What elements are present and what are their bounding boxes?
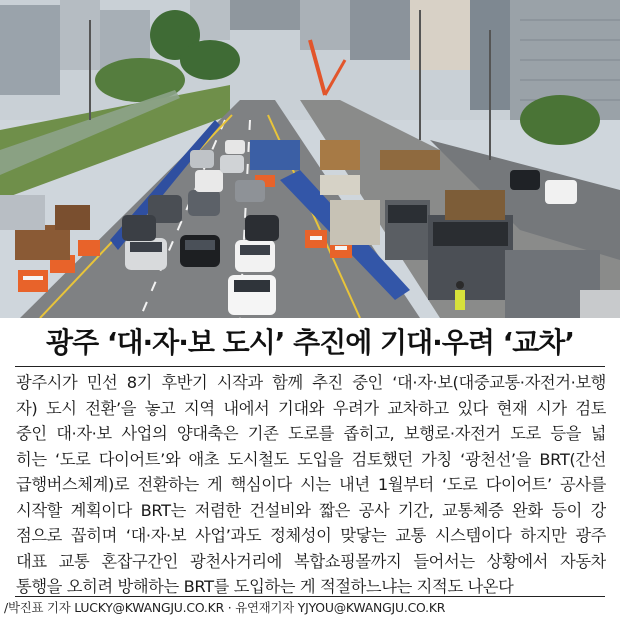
photo-credit: /박진표 기자 LUCKY@KWANGJU.CO.KR · 유연재기자 YJYOU@KWANGJU.CO.KR	[4, 600, 446, 615]
article-body	[16, 370, 606, 600]
body-line: 점으로 꼽히며 ‘대·자·보 사업’과도 정체성이 맞닿는 교통 시스템이다 하지만 광주	[16, 526, 606, 545]
body-line: 히는 ‘도로 다이어트’와 애초 도시철도 도입을 검토했던 가칭 ‘광천선’을 BRT(간선	[16, 449, 606, 469]
headline: 광주 ‘대·자·보 도시’ 추진에 기대·우려 ‘교차’	[46, 326, 574, 359]
body-line: 중인 대·자·보 사업의 양대축은 기존 도로를 좁히고, 보행로·자전거 도로 등을 넓	[16, 424, 606, 443]
body-line: 시작할 계획이다 BRT는 저렴한 건설비와 짧은 공사 기간, 교통체증 완화 등이 강	[16, 500, 606, 520]
body-line: 대표 교통 혼잡구간인 광천사거리에 복합쇼핑몰까지 들어서는 상황에서 자동차	[16, 551, 606, 571]
credit-divider	[15, 596, 605, 597]
headline-divider	[15, 366, 605, 367]
body-line: 자) 도시 전환’을 놓고 지역 내에서 기대와 우려가 교차하고 있다 현재 시가 검토	[16, 398, 606, 418]
body-line: 통행을 오히려 방해하는 BRT를 도입하는 게 적절하느냐는 지적도 나온다	[16, 577, 514, 596]
body-line: 광주시가 민선 8기 후반기 시작과 함께 추진 중인 ‘대·자·보(대중교통·자전거·보행	[16, 373, 606, 392]
body-line: 급행버스체계)로 전환하는 게 핵심이다 시는 내년 1월부터 ‘도로 다이어트’ 공사를	[16, 475, 606, 494]
